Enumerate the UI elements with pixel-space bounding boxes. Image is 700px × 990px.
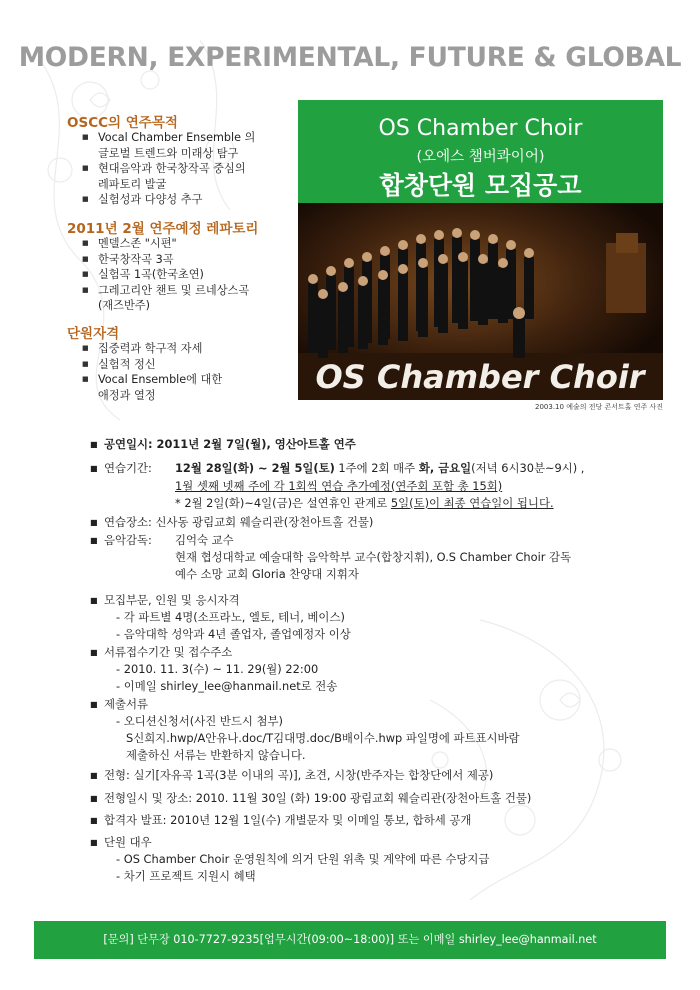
repertoire-list [82,236,249,314]
rehearsal-final-date: 5일(토)이 최종 연습일이 됩니다. [390,496,554,510]
rehearsal-days: 화, 금요일 [418,461,472,475]
photo-overlay-text: OS Chamber Choir [315,358,645,396]
benefit-allowance: - OS Chamber Choir 운영원칙에 의거 단원 위촉 및 계약에 따른 수당지급 [116,852,490,866]
list-item: ■ 실험적 정신 [82,357,222,373]
qualification-list [82,341,222,403]
benefit-project: - 차기 프로젝트 지원시 혜택 [116,869,256,883]
recruit-block [104,593,351,641]
venue-text: 연습장소: 신사동 광림교회 웨슬리관(장천아트홀 건물) [104,515,374,529]
bullet-icon: ■ [90,816,98,825]
bullet-icon: ■ [90,536,98,545]
recruit-title: 모집부문, 인원 및 응시자격 [104,593,240,607]
list-item: ■ 실험성과 다양성 추구 [82,192,255,208]
bullet-icon: ■ [90,838,98,847]
bullet-icon: ■ [90,794,98,803]
list-item: 레파토리 발굴 [98,177,167,191]
qualification-title: 단원자격 [67,326,120,342]
list-item: 애정과 열정 [98,388,156,402]
benefit-title: 단원 대우 [104,835,152,849]
contact-footer: [문의] 단무장 010-7727-9235[업무시간(09:00~18:00)] 또는 이메일 shirley_lee@hanmail.net [34,921,666,959]
choir-promo-panel [298,100,663,400]
bullet-icon: ■ [90,440,98,449]
audition-date-text: 전형일시 및 장소: 2010. 11월 30일 (화) 19:00 광림교회 웨슬리관(장천아트홀 건물) [104,791,532,805]
purpose-list [82,130,255,208]
promo-subtitle: (오에스 챔버콰이어) [416,149,545,165]
list-item: ■ Vocal Chamber Ensemble 의 [82,130,255,146]
performance-text: 공연일시: 2011년 2월 7일(월), 영산아트홀 연주 [104,437,356,451]
purpose-title: OSCC의 연주목적 [67,115,178,131]
benefit-block [104,835,490,883]
documents-filenames: S신희지.hwp/A안유나.doc/T김대명.doc/B배이수.hwp 파일명에 파트표시바람 [126,731,520,745]
application-title: 서류접수기간 및 접수주소 [104,645,233,659]
bullet-icon: ■ [90,596,98,605]
director-name: 김억숙 교수 [175,533,234,547]
list-item: ■ 한국창작곡 3곡 [82,252,249,268]
list-item: 글로벌 트렌드와 미래상 탐구 [98,146,239,160]
application-period: - 2010. 11. 3(수) ~ 11. 29(월) 22:00 [116,662,319,676]
result-text: 합격자 발표: 2010년 12월 1일(수) 개별문자 및 이메일 통보, 합하세 공개 [104,813,472,827]
bullet-icon: ■ [90,518,98,527]
rehearsal-note: * 2월 2일(화)~4일(금)은 설연휴인 관계로 [175,496,391,510]
rehearsal-dates: 12월 28일(화) ~ 2월 5일(토) [175,461,335,475]
repertoire-title: 2011년 2월 연주예정 레파토리 [67,221,259,237]
poster-headline: MODERN, EXPERIMENTAL, FUTURE & GLOBAL [18,42,682,73]
bullet-icon: ■ [90,700,98,709]
promo-title: OS Chamber Choir [378,116,583,141]
audition-text: 전형: 실기[자유곡 1곡(3분 이내의 곡)], 초견, 시창(반주자는 합창단에서 제공) [104,768,494,782]
list-item: (재즈반주) [98,299,150,312]
bullet-icon: ■ [90,771,98,780]
documents-form: - 오디션신청서(사진 반드시 첨부) [116,714,283,728]
rehearsal-line-2: 1월 셋째 넷째 주에 각 1회씩 연습 추가예정(연주회 포함 총 15회) [175,479,503,493]
rehearsal-frequency: 1주에 2회 매주 [334,461,419,475]
director-position: 현재 협성대학교 예술대학 음악학부 교수(합창지휘), O.S Chamber Choir 감독 [175,550,572,564]
list-item: ■ 멘델스존 "시편" [82,236,249,252]
list-item: ■ 실험곡 1곡(한국초연) [82,267,249,283]
list-item: ■ 그레고리안 챈트 및 르네상스곡 [82,283,249,299]
documents-block [104,697,520,762]
recruit-parts: - 각 파트별 4명(소프라노, 엘토, 테너, 베이스) [116,610,345,624]
list-item: ■ 현대음악과 한국창작곡 중심의 [82,161,255,177]
documents-note: 제출하신 서류는 반환하지 않습니다. [126,748,306,762]
rehearsal-block [104,461,585,510]
recruit-qualification: - 음악대학 성악과 4년 졸업자, 졸업예정자 이상 [116,627,351,641]
list-item: ■ 집중력과 학구적 자세 [82,341,222,357]
director-block [104,533,572,581]
director-label: 음악감독: [104,533,152,547]
photo-caption: 2003.10 예술의 전당 콘서트홀 연주 사진 [535,403,663,411]
rehearsal-line-1 [175,461,584,477]
application-block [104,645,338,693]
director-choir: 예수 소망 교회 Gloria 찬양대 지휘자 [175,567,359,581]
application-email: - 이메일 shirley_lee@hanmail.net로 전송 [116,679,338,693]
bullet-icon: ■ [90,464,98,473]
documents-title: 제출서류 [104,697,149,711]
rehearsal-label: 연습기간: [104,461,152,475]
rehearsal-time: (저녁 6시30분~9시) , [471,461,585,475]
bullet-icon: ■ [90,648,98,657]
list-item: ■ Vocal Ensemble에 대한 [82,372,222,388]
promo-heading: 합창단원 모집공고 [379,171,582,200]
choir-photo [298,203,663,400]
rehearsal-line-3 [175,496,554,512]
